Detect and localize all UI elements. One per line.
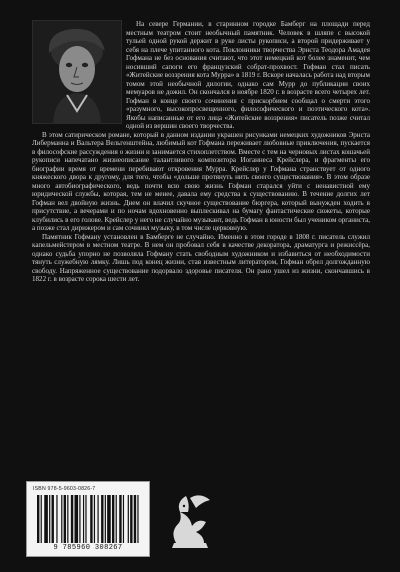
barcode-bar <box>101 495 103 543</box>
barcode-bar <box>85 495 86 543</box>
annotation-paragraph-2: В этом сатирическом романе, который в данном издании украшен рисунками немецких художников Эрнста Либерманна и Вальтера Вельгенштейна, любимый кот Гофмана переживает любовные приключения, пускается в философские рассуждения о жизни и занимается стихоплетством. Вместе с тем на черновых листах кошачьей рукописи напечатано жизнеописание талантливого композитора Иоганнеса Крейслера, и фрагменты его биографии время от времени перебивают откровения Мурра. Крейслер у Гофмана странствует от одного княжеского двора к другому, для того, чтобы «дольше протянуть нить своего существования». В этом образе много автобиографического, ведь почти всю свою жизнь Гофман старался уйти с ненавистной ему юридической службы, которая, тем не менее, давала ему средства к существованию. В течение долгих лет Гофман вел двойную жизнь. Днем он влачил скучное существование бюргера, который вынужден ходить в присутствие, а вечерами и по ночам вдохновенно выплескивал на бумагу фантастические сюжеты, которые клубились в его голове. Крейслер у него не случайно музыкант, ведь Гофман в юности был учеником органиста, а позже стал дирижером и сам сочинял музыку, в том числе церковную. <box>32 130 370 232</box>
barcode-bar <box>52 495 54 543</box>
barcode-bar <box>56 495 57 543</box>
barcode-bar <box>74 495 78 543</box>
publisher-logo <box>160 488 220 554</box>
barcode-digits: 9 785960 308267 <box>53 544 123 552</box>
sphinx-logo-icon <box>160 488 220 554</box>
isbn-label: ISBN 978-5-9603-0826-7 <box>33 486 96 492</box>
barcode-bar <box>44 495 48 543</box>
hoffmann-portrait <box>32 20 122 124</box>
barcode-bar <box>112 495 114 543</box>
barcode-bar <box>64 495 66 543</box>
barcode-bar <box>119 495 121 543</box>
barcode-bar <box>105 495 106 543</box>
portrait-drawing <box>33 21 121 123</box>
barcode-graphic <box>37 495 141 543</box>
barcode-bar <box>67 495 68 543</box>
barcode-bar <box>130 495 132 543</box>
barcode-bar <box>37 495 39 543</box>
barcode-bar <box>116 495 117 543</box>
barcode-bar <box>90 495 92 543</box>
barcode-bar <box>134 495 136 543</box>
barcode-bar <box>97 495 98 543</box>
barcode-bar <box>107 495 111 543</box>
barcode-bar <box>123 495 124 543</box>
barcode-bar <box>79 495 80 543</box>
barcode-bar <box>61 495 62 543</box>
isbn-barcode-box <box>26 481 150 557</box>
barcode-bar <box>83 495 84 543</box>
barcode-bar <box>71 495 73 543</box>
barcode-bar <box>94 495 95 543</box>
barcode-bar <box>137 495 138 543</box>
annotation-paragraph-3: Памятник Гофману установлен в Бамберге не случайно. Именно в этом городе в 1808 г. писатель служил капельмейстером в местном театре. В нем он пробовал себя в качестве декоратора, драматурга и режиссёра, однако судьба упорно не позволяла Гофману стать свободным художником и избавиться от необходимости тянуть служебную лямку. Лишь под конец жизни, став известным литератором, Гофман обрел долгожданную свободу. Напряженное существование подорвало здоровье писателя. Он рано ушел из жизни, скончавшись в 1822 г. в возрасте сорока шести лет. <box>32 232 370 283</box>
barcode-bar <box>49 495 50 543</box>
barcode-bar <box>41 495 42 543</box>
barcode-bar <box>128 495 129 543</box>
annotation-paragraph-1: На севере Германии, в старинном городке Бамберг на площади перед местным театром стоит необычный памятник. Человек в шляпе с высокой тульей одной рукой держит в руке листы рукописи, а второй придерживает у себя на плече упитанного кота. Поклонники творчества Эрнста Теодора Амадея Гофмана не без основания считают, что этот немецкий кот более знаменит, чем носивший сапоги его французский собрат-прохвост. Гофман стал писать «Житейские воззрения кота Мурра» в 1819 г. Вскоре началась работа над вторым томом этой необычной дилогии, однако сам Мурр до публикации своих мемуаров не дожил. Он скончался в ноябре 1820 г. в возрасте всего четырех лет. Гофман в конце своего сочинения с прискорбием сообщал о смерти этого «разумного, высокопросвещенного, философического и поэтического кота». Якобы написанные от его лица «Житейские воззрения» писатель позже считал одной из вершин своего творчества. <box>126 20 370 130</box>
